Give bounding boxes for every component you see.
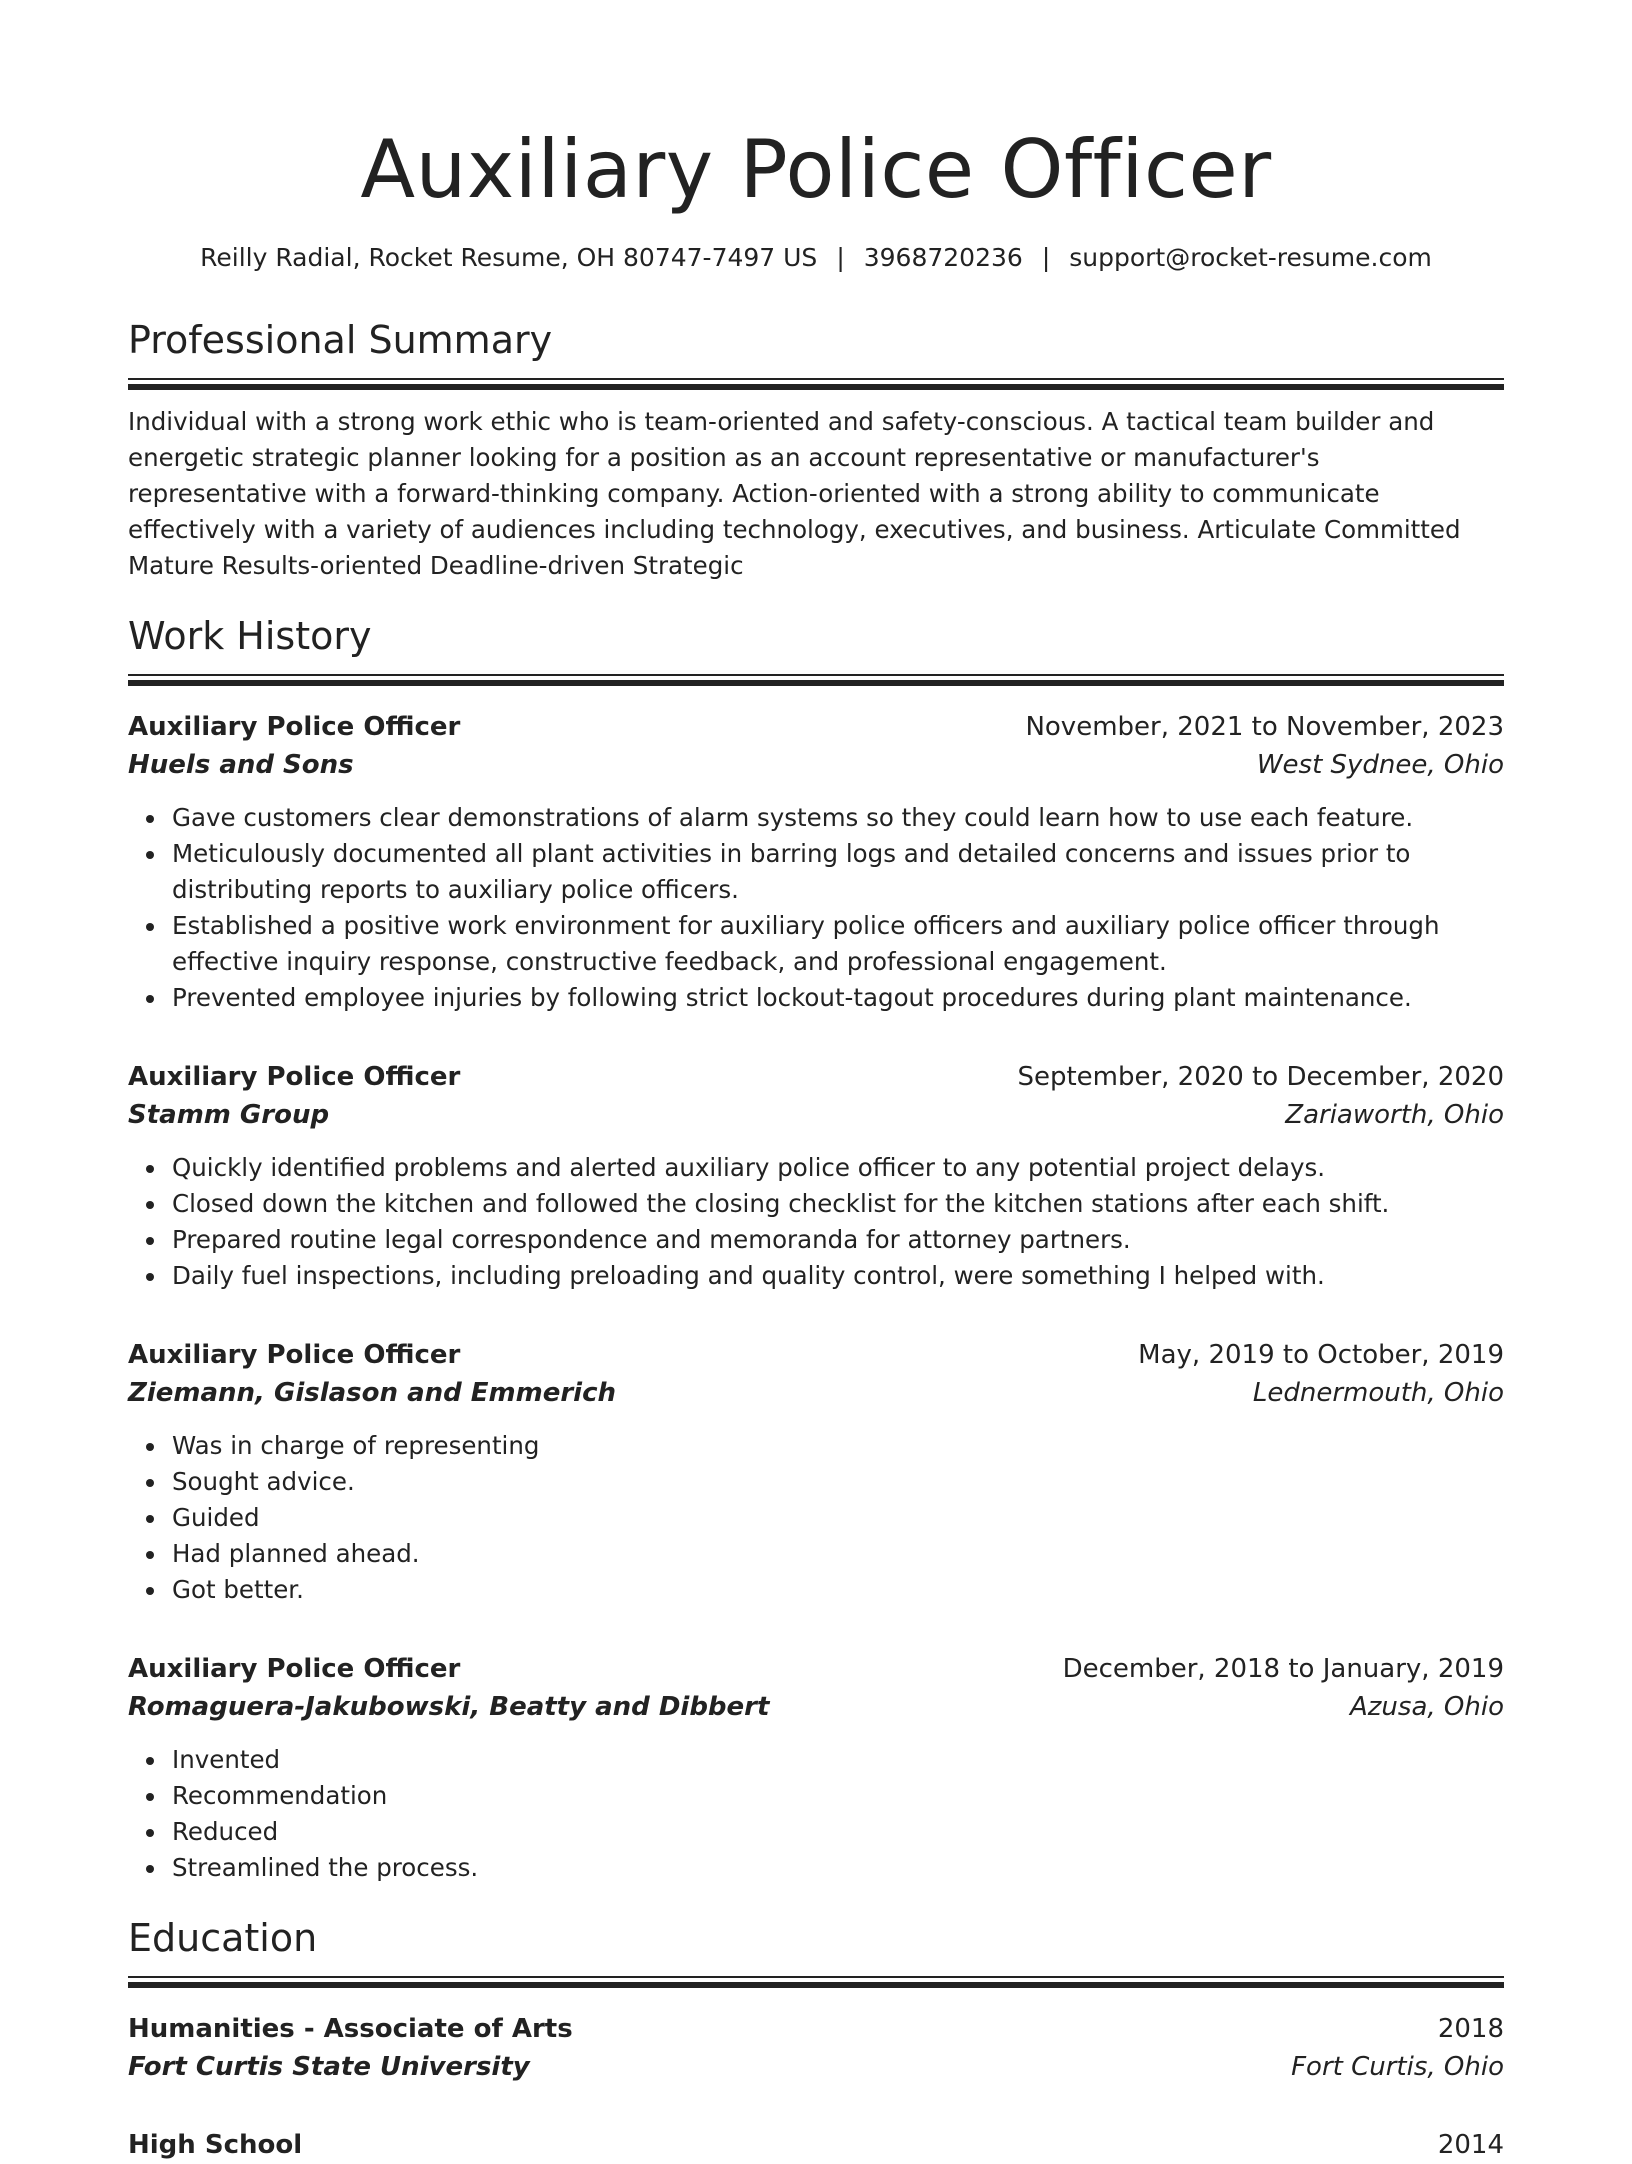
job-bullet: Meticulously documented all plant activities in barring logs and detailed concerns and issues prior to distributing reports to auxiliary police officers. bbox=[172, 836, 1504, 908]
resume-title: Auxiliary Police Officer bbox=[360, 123, 1272, 216]
job-bullet: Gave customers clear demonstrations of alarm systems so they could learn how to use each feature. bbox=[172, 800, 1504, 836]
job-title: Auxiliary Police Officer bbox=[128, 1340, 461, 1370]
education-heading: Education bbox=[128, 1916, 318, 1960]
job-company: Romaguera-Jakubowski, Beatty and Dibbert bbox=[128, 1692, 770, 1722]
job-entry bbox=[128, 1058, 1504, 1294]
job-company: Stamm Group bbox=[128, 1100, 330, 1130]
contact-separator: | bbox=[836, 243, 845, 272]
job-bullet: Had planned ahead. bbox=[172, 1536, 1504, 1572]
education-year: 2018 bbox=[1437, 2014, 1504, 2044]
education-section bbox=[128, 1914, 1504, 2164]
job-title: Auxiliary Police Officer bbox=[128, 1654, 461, 1684]
job-bullet: Sought advice. bbox=[172, 1464, 1504, 1500]
job-bullets bbox=[128, 1428, 1504, 1608]
education-degree: High School bbox=[128, 2130, 303, 2160]
job-dates: September, 2020 to December, 2020 bbox=[1017, 1062, 1504, 1092]
summary-text: Individual with a strong work ethic who is team-oriented and safety-conscious. A tactical team builder and energetic strategic planner looking for a position as an account representative or manufacturer's representative with a forward-thinking company. Action-oriented with a strong ability to communicate effectively with a variety of audiences including technology, executives, and business. Articulate Committed Mature Results-oriented Deadline-driven Strategic bbox=[128, 407, 1461, 580]
contact-separator: | bbox=[1041, 243, 1051, 272]
job-entry bbox=[128, 708, 1504, 1016]
education-degree: Humanities - Associate of Arts bbox=[128, 2014, 573, 2044]
section-divider bbox=[128, 1976, 1504, 1988]
contact-line bbox=[128, 240, 1504, 276]
job-company: Huels and Sons bbox=[128, 750, 354, 780]
job-bullets bbox=[128, 1742, 1504, 1886]
work-history-section bbox=[128, 612, 1504, 1886]
job-bullet: Prevented employee injuries by following strict lockout-tagout procedures during plant maintenance. bbox=[172, 980, 1504, 1016]
contact-address: Reilly Radial, Rocket Resume, OH 80747-7497 US bbox=[200, 243, 818, 272]
education-entry bbox=[128, 2126, 1504, 2164]
job-entry bbox=[128, 1336, 1504, 1608]
education-entry bbox=[128, 2010, 1504, 2086]
job-bullet: Was in charge of representing bbox=[172, 1428, 1504, 1464]
education-school: Fort Curtis State University bbox=[128, 2052, 530, 2082]
resume-page bbox=[128, 0, 1504, 2164]
job-location: Lednermouth, Ohio bbox=[1252, 1378, 1504, 1408]
job-bullet: Prepared routine legal correspondence and memoranda for attorney partners. bbox=[172, 1222, 1504, 1258]
job-bullet: Reduced bbox=[172, 1814, 1504, 1850]
job-dates: May, 2019 to October, 2019 bbox=[1138, 1340, 1504, 1370]
summary-heading: Professional Summary bbox=[128, 318, 553, 362]
job-bullet: Streamlined the process. bbox=[172, 1850, 1504, 1886]
education-year: 2014 bbox=[1437, 2130, 1504, 2160]
job-bullet: Guided bbox=[172, 1500, 1504, 1536]
job-company: Ziemann, Gislason and Emmerich bbox=[128, 1378, 617, 1408]
section-divider bbox=[128, 378, 1504, 390]
job-title: Auxiliary Police Officer bbox=[128, 1062, 461, 1092]
section-divider bbox=[128, 674, 1504, 686]
job-bullets bbox=[128, 800, 1504, 1016]
job-dates: December, 2018 to January, 2019 bbox=[1062, 1654, 1504, 1684]
contact-email: support@rocket-resume.com bbox=[1069, 243, 1432, 272]
job-bullet: Invented bbox=[172, 1742, 1504, 1778]
summary-section bbox=[128, 316, 1504, 584]
job-title: Auxiliary Police Officer bbox=[128, 712, 461, 742]
job-bullet: Established a positive work environment for auxiliary police officers and auxiliary police officer through effective inquiry response, constructive feedback, and professional engagement. bbox=[172, 908, 1504, 980]
job-location: West Sydnee, Ohio bbox=[1256, 750, 1504, 780]
job-bullet: Recommendation bbox=[172, 1778, 1504, 1814]
job-location: Azusa, Ohio bbox=[1350, 1692, 1504, 1722]
job-dates: November, 2021 to November, 2023 bbox=[1025, 712, 1504, 742]
job-bullet: Closed down the kitchen and followed the closing checklist for the kitchen stations after each shift. bbox=[172, 1186, 1504, 1222]
work-history-heading: Work History bbox=[128, 614, 372, 658]
job-bullets bbox=[128, 1150, 1504, 1294]
job-entry bbox=[128, 1650, 1504, 1886]
education-location: Fort Curtis, Ohio bbox=[1291, 2052, 1504, 2082]
job-bullet: Daily fuel inspections, including preloading and quality control, were something I helped with. bbox=[172, 1258, 1504, 1294]
job-bullet: Quickly identified problems and alerted auxiliary police officer to any potential project delays. bbox=[172, 1150, 1504, 1186]
contact-phone: 3968720236 bbox=[863, 243, 1023, 272]
job-location: Zariaworth, Ohio bbox=[1285, 1100, 1504, 1130]
job-bullet: Got better. bbox=[172, 1572, 1504, 1608]
